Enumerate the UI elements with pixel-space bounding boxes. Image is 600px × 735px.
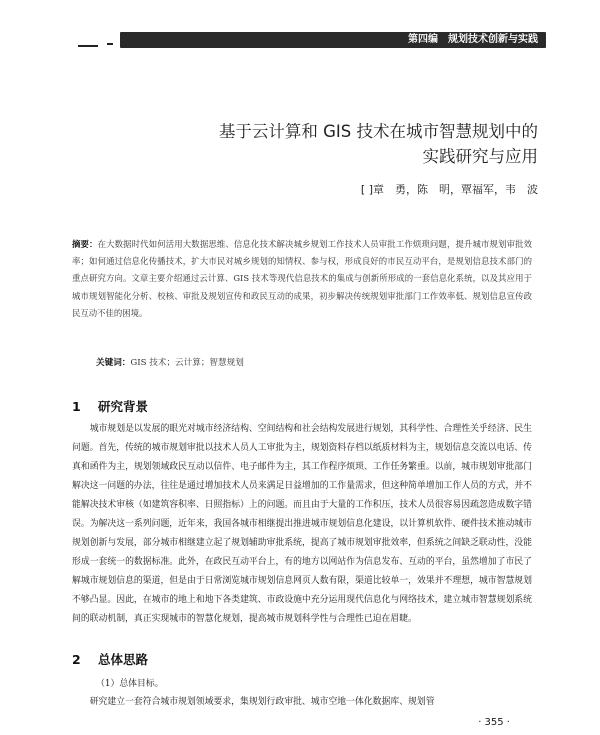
header-part: 第四编 [408, 34, 438, 45]
paper-title-line-2: 实践研究与应用 [422, 147, 538, 166]
keywords-label: 关键词： [96, 358, 131, 368]
section-1-title: 研究背景 [98, 399, 149, 414]
section-2-subheading: （1）总体目标。 [96, 679, 164, 689]
running-header [408, 33, 538, 47]
abstract-text: 在大数据时代如何活用大数据思维、信息化技术解决城乡规划工作技术人员审批工作烦琐问题，提升城市规划审批效率；如何通过信息化传播技术，扩大市民对城乡规划的知情权、参与权，形成良好的市民互动平台，是规划信息技术部门的重点研究方向。文章主要介绍通过云计算、GIS 技术等现代信息技术的集成与创新所形成的一套信息化系统，以及其应用于城市规划智能化分析、校核、审批及规划宣传和政民互动的成果，初步解决传统规划审批部门工作效率低、规划信息宣传政民互动不佳的困境。 [72, 239, 533, 318]
section-2-number: 2 [72, 652, 81, 667]
section-1-number: 1 [72, 399, 81, 414]
section-1-body: 城市规划是以发展的眼光对城市经济结构、空间结构和社会结构发展进行规划，其科学性、合理性关乎经济、民生问题。首先，传统的城市规划审批以技术人员人工审批为主，规划资料存档以纸质材料为主，规划信息交流以电话、传真和函件为主，规划领域政民互动以信件、电子邮件为主，其工作程序烦琐、工作任务繁重。以前，城市规划审批部门解决这一问题的办法，往往是通过增加技术人员来满足日益增加的工作量需求，但这种简单增加工作人员的方式，并不能解决技术审核（如建筑容积率、日照指标）上的问题。而且由于大量的工作积压，技术人员很容易因疏忽造成数字错误。为解决这一系列问题，近年来，我国各城市相继提出推进城市规划信息化建设，以计算机软件、硬件技术推动城市规划创新与发展，部分城市相继建立起了规划辅助审批系统，提高了城市规划审批效率，但系统之间缺乏联动性，没能形成一套统一的数据标准。此外，在政民互动平台上，有的地方以网站作为信息发布、互动的平台，虽然增加了市民了解城市规划信息的渠道，但是由于日常浏览城市规划信息网页人数有限，渠道比较单一，效果并不理想，城市智慧规划不够凸显。因此，在城市的地上和地下各类建筑、市政设施中充分运用现代信息化与网络技术，建立城市智慧规划系统间的联动机制，真正实现城市的智慧化规划，提高城市规划科学性与合理性已迫在眉睫。 [72, 424, 532, 624]
keywords [96, 356, 244, 368]
paper-title-line-1: 基于云计算和 GIS 技术在城市智慧规划中的 [218, 122, 538, 141]
abstract [72, 236, 532, 322]
keywords-text: GIS 技术；云计算；智慧规划 [130, 358, 244, 368]
header-section: 规划技术创新与实践 [448, 34, 538, 45]
page-number: · 355 · [478, 717, 510, 728]
header-left-rule [78, 45, 98, 47]
author-list: [ ]章 勇，陈 明，覃福军，韦 波 [360, 183, 538, 196]
abstract-label: 摘要： [72, 239, 98, 249]
section-2-title: 总体思路 [98, 652, 149, 667]
section-heading-1 [72, 397, 148, 415]
section-2-body: 研究建立一套符合城市规划领域要求，集规划行政审批、城市空地一体化数据库、规划管 [89, 697, 435, 707]
section-heading-2 [72, 650, 148, 668]
header-dot [107, 43, 113, 45]
